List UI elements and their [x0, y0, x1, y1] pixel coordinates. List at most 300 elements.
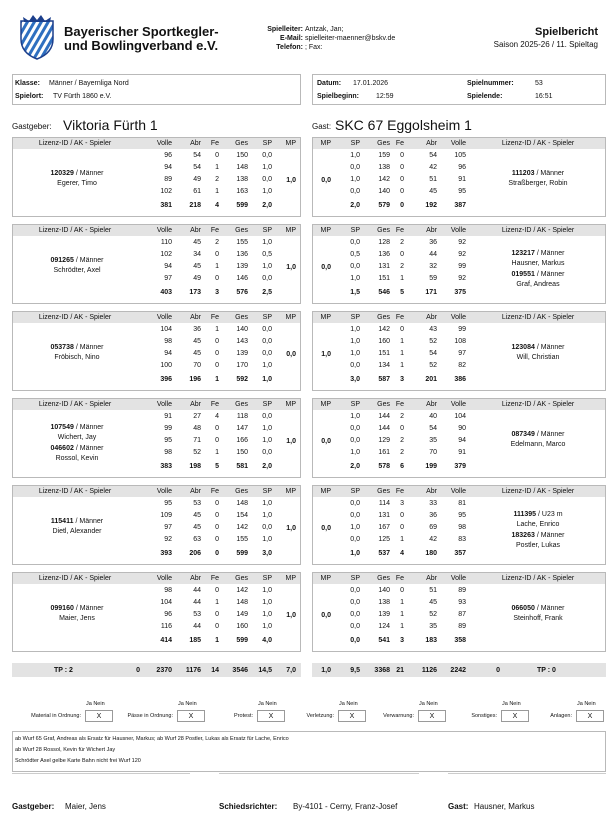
guest-age-class: / Männer: [536, 431, 565, 438]
home-throw-value: 148: [236, 500, 248, 507]
home-age-class: / Männer: [75, 445, 104, 452]
guest-age-class: / Männer: [536, 170, 565, 177]
home-player-total: 218: [189, 202, 201, 209]
guest-throw-value: 1,0: [350, 152, 360, 159]
home-player-total: 5: [215, 463, 219, 470]
email-label: E-Mail:: [280, 35, 303, 42]
home-throw-value: 0,5: [262, 251, 272, 258]
home-tp-value: 0: [136, 667, 140, 674]
home-player-license: [12, 424, 142, 431]
guest-throw-value: 0: [400, 251, 404, 258]
home-header-col-mp: MP: [285, 575, 296, 582]
guest-player-name: Edelmann, Marco: [510, 441, 566, 448]
home-throw-value: 95: [164, 437, 172, 444]
home-player-total: 1: [215, 376, 219, 383]
home-player-total: 383: [160, 463, 172, 470]
home-throw-value: 2: [215, 239, 219, 246]
home-header-col-abr: Abr: [190, 140, 201, 147]
home-throw-value: 94: [164, 164, 172, 171]
guest-header-col-abr: Abr: [426, 140, 437, 147]
home-player-total: 0: [215, 550, 219, 557]
home-throw-value: 104: [160, 326, 172, 333]
guest-throw-value: 1,0: [350, 275, 360, 282]
home-throw-value: 98: [164, 449, 172, 456]
home-header-col-sp: SP: [262, 575, 272, 582]
home-header-col-mp: MP: [285, 140, 296, 147]
guest-throw-value: 2: [400, 263, 404, 270]
guest-throw-value: 0: [400, 425, 404, 432]
home-player-name: Schrödter, Axel: [53, 267, 101, 274]
guest-player-total: 0,0: [350, 637, 360, 644]
guest-player-total: 375: [454, 289, 466, 296]
guest-throw-value: 104: [454, 413, 466, 420]
home-header-col-sp: SP: [262, 401, 272, 408]
check-label: Material in Ordnung:: [31, 713, 81, 719]
guest-throw-value: 125: [378, 536, 390, 543]
guest-player-name: Graf, Andreas: [516, 281, 560, 288]
home-header-col-fe: Fe: [210, 575, 219, 582]
home-header-col-abr: Abr: [190, 401, 201, 408]
home-throw-value: 45: [193, 338, 201, 345]
guest-throw-value: 87: [458, 611, 466, 618]
guest-throw-value: 0: [400, 164, 404, 171]
home-player-total: 393: [160, 550, 172, 557]
home-throw-value: 54: [193, 152, 201, 159]
home-throw-value: 1: [215, 449, 219, 456]
klasse-label: Klasse:: [15, 80, 40, 87]
guest-header-col-abr: Abr: [426, 488, 437, 495]
guest-header-col-ges: Ges: [377, 401, 390, 408]
guest-player-license: [470, 170, 606, 177]
guest-throw-value: 114: [378, 500, 390, 507]
guest-player-total: 0: [400, 202, 404, 209]
spielort-label: Spielort:: [15, 93, 44, 100]
guest-age-class: / Männer: [536, 250, 565, 257]
home-age-class: / Männer: [75, 518, 104, 525]
home-throw-value: 0: [215, 623, 219, 630]
home-player-total: 2,5: [262, 289, 272, 296]
guest-throw-value: 92: [458, 251, 466, 258]
guest-throw-value: 1,0: [350, 524, 360, 531]
home-throw-value: 0,0: [262, 338, 272, 345]
home-header-col-abr: Abr: [190, 314, 201, 321]
guest-throw-value: 140: [378, 587, 390, 594]
home-throw-value: 0: [215, 152, 219, 159]
home-grand-total: 2370: [156, 667, 172, 674]
guest-throw-value: 131: [378, 512, 390, 519]
guest-throw-value: 94: [458, 437, 466, 444]
guest-header-col-volle: Volle: [450, 314, 466, 321]
home-throw-value: 63: [193, 536, 201, 543]
home-throw-value: 154: [236, 512, 248, 519]
home-throw-value: 2: [215, 176, 219, 183]
guest-header-col-lizenz: Lizenz-ID / AK - Spieler: [501, 314, 575, 321]
guest-player-name: Straßberger, Robin: [508, 180, 568, 187]
home-throw-value: 4: [215, 413, 219, 420]
home-player-total: 3,0: [262, 550, 272, 557]
guest-player-license: [470, 250, 606, 257]
home-player-total: 196: [189, 376, 201, 383]
guest-throw-value: 36: [429, 239, 437, 246]
guest-throw-value: 0,0: [350, 437, 360, 444]
home-grand-total: 14,5: [258, 667, 272, 674]
guest-throw-value: 97: [458, 350, 466, 357]
home-header-col-ges: Ges: [235, 227, 248, 234]
home-header-col-ges: Ges: [235, 575, 248, 582]
ende-value: 16:51: [535, 93, 553, 100]
guest-player-total: 379: [454, 463, 466, 470]
home-header-col-fe: Fe: [210, 227, 219, 234]
guest-player-name: Lache, Enrico: [516, 521, 560, 528]
home-throw-value: 116: [160, 623, 172, 630]
nummer-value: 53: [535, 80, 543, 87]
guest-throw-value: 144: [378, 413, 390, 420]
home-throw-value: 139: [236, 350, 248, 357]
guest-label: Gast:: [312, 122, 332, 131]
guest-throw-value: 0: [400, 152, 404, 159]
guest-throw-value: 138: [378, 599, 390, 606]
home-header-col-fe: Fe: [210, 140, 219, 147]
guest-throw-value: 90: [458, 425, 466, 432]
home-throw-value: 0: [215, 437, 219, 444]
guest-grand-total: 21: [396, 667, 404, 674]
datum-value: 17.01.2026: [353, 80, 389, 87]
home-throw-value: 0: [215, 251, 219, 258]
guest-player-total: 6: [400, 463, 404, 470]
home-throw-value: 70: [193, 362, 201, 369]
guest-throw-value: 42: [429, 536, 437, 543]
guest-throw-value: 167: [378, 524, 390, 531]
leiter-label: Spielleiter:: [267, 26, 303, 33]
home-header-col-mp: MP: [285, 488, 296, 495]
guest-throw-value: 81: [458, 500, 466, 507]
check-mark: X: [587, 713, 593, 720]
guest-throw-value: 0,0: [350, 263, 360, 270]
home-header-col-abr: Abr: [190, 227, 201, 234]
home-throw-value: 1,0: [262, 512, 272, 519]
home-signature-line: [12, 773, 190, 774]
home-throw-value: 170: [236, 362, 248, 369]
guest-player-total: 5: [400, 289, 404, 296]
guest-throw-value: 136: [378, 251, 390, 258]
guest-grand-total: 1126: [421, 667, 437, 674]
check-ja-nein-header: Ja Nein: [86, 701, 105, 707]
guest-header-col-volle: Volle: [450, 575, 466, 582]
home-throw-value: 44: [193, 623, 201, 630]
guest-throw-value: 93: [458, 599, 466, 606]
home-throw-value: 97: [164, 524, 172, 531]
guest-age-class: / Männer: [536, 271, 565, 278]
home-throw-value: 0: [215, 611, 219, 618]
footer-guest-value: Hausner, Markus: [474, 802, 535, 811]
guest-throw-value: 1: [400, 275, 404, 282]
guest-throw-value: 92: [458, 275, 466, 282]
home-throw-value: 53: [193, 611, 201, 618]
home-throw-value: 0,0: [262, 350, 272, 357]
guest-throw-value: 138: [378, 164, 390, 171]
guest-throw-value: 0,0: [350, 611, 360, 618]
check-box[interactable]: [576, 710, 604, 722]
home-throw-value: 98: [164, 338, 172, 345]
guest-throw-value: 69: [429, 524, 437, 531]
home-throw-value: 142: [236, 587, 248, 594]
home-throw-value: 0,0: [262, 449, 272, 456]
guest-throw-value: 142: [378, 176, 390, 183]
guest-throw-value: 0,0: [350, 587, 360, 594]
home-throw-value: 94: [164, 350, 172, 357]
footer-ref-label: Schiedsrichter:: [219, 802, 278, 811]
guest-header-col-sp: SP: [350, 575, 360, 582]
match-time-box: [312, 74, 606, 105]
home-player-license: [12, 344, 142, 351]
guest-player-total: 358: [454, 637, 466, 644]
guest-throw-value: 140: [378, 188, 390, 195]
check-label: Pässe in Ordnung:: [127, 713, 173, 719]
guest-match-point: 1,0: [321, 351, 331, 358]
guest-throw-value: 82: [458, 362, 466, 369]
guest-age-class: / Männer: [536, 344, 565, 351]
home-player-total: 414: [160, 637, 172, 644]
guest-tp: TP : 0: [537, 667, 556, 674]
guest-match-point: 0,0: [321, 264, 331, 271]
check-label: Anlagen:: [550, 713, 572, 719]
home-header-col-lizenz: Lizenz-ID / AK - Spieler: [38, 227, 112, 234]
home-player-total: 599: [236, 637, 248, 644]
guest-throw-value: 32: [429, 263, 437, 270]
home-throw-value: 104: [160, 599, 172, 606]
home-throw-value: 160: [236, 623, 248, 630]
guest-player-name: Postler, Lukas: [516, 542, 560, 549]
guest-throw-value: 92: [458, 239, 466, 246]
guest-header-col-fe: Fe: [395, 227, 404, 234]
guest-throw-value: 0: [400, 524, 404, 531]
home-throw-value: 1,0: [262, 164, 272, 171]
home-throw-value: 143: [236, 338, 248, 345]
guest-age-class: / Männer: [536, 605, 565, 612]
home-header-col-volle: Volle: [156, 575, 172, 582]
home-player-license: [12, 445, 142, 452]
guest-header-col-volle: Volle: [450, 140, 466, 147]
home-license-id: 046602: [50, 445, 74, 452]
klasse-value: Männer / Bayernliga Nord: [49, 80, 129, 87]
home-header-col-sp: SP: [262, 314, 272, 321]
home-age-class: / Männer: [75, 170, 104, 177]
guest-throw-value: 1: [400, 599, 404, 606]
home-throw-value: 0: [215, 350, 219, 357]
guest-player-total: 3: [400, 637, 404, 644]
check-ja-nein-header: Ja Nein: [577, 701, 596, 707]
guest-header-col-lizenz: Lizenz-ID / AK - Spieler: [501, 227, 575, 234]
guest-player-total: 192: [425, 202, 437, 209]
guest-throw-value: 131: [378, 263, 390, 270]
guest-license-id: 111203: [511, 170, 535, 177]
home-player-total: 396: [160, 376, 172, 383]
guest-throw-value: 91: [458, 176, 466, 183]
season-info: Saison 2025-26 / 11. Spieltag: [493, 40, 598, 49]
home-throw-value: 1,0: [262, 500, 272, 507]
home-throw-value: 138: [236, 176, 248, 183]
guest-license-id: 123217: [511, 250, 535, 257]
home-throw-value: 0: [215, 425, 219, 432]
check-ja-nein-header: Ja Nein: [258, 701, 277, 707]
home-throw-value: 0: [215, 512, 219, 519]
guest-throw-value: 99: [458, 326, 466, 333]
home-player-license: [12, 170, 142, 177]
home-age-class: / Männer: [75, 344, 104, 351]
home-throw-value: 110: [160, 239, 172, 246]
home-header-col-mp: MP: [285, 227, 296, 234]
guest-throw-value: 33: [429, 500, 437, 507]
guest-throw-value: 89: [458, 587, 466, 594]
home-player-total: 1,0: [262, 376, 272, 383]
guest-player-total: 1,0: [350, 550, 360, 557]
home-throw-value: 52: [193, 449, 201, 456]
home-throw-value: 150: [236, 449, 248, 456]
guest-player-total: 386: [454, 376, 466, 383]
guest-header-col-fe: Fe: [395, 314, 404, 321]
home-throw-value: 147: [236, 425, 248, 432]
home-throw-value: 139: [236, 263, 248, 270]
guest-player-total: 180: [425, 550, 437, 557]
home-header-col-fe: Fe: [210, 488, 219, 495]
home-header-col-lizenz: Lizenz-ID / AK - Spieler: [38, 575, 112, 582]
org-name-line2: und Bowlingverband e.V.: [64, 38, 219, 53]
home-license-id: 053738: [50, 344, 74, 351]
ende-label: Spielende:: [467, 93, 503, 100]
home-throw-value: 0: [215, 587, 219, 594]
home-throw-value: 0,0: [262, 326, 272, 333]
check-ja-nein-header: Ja Nein: [178, 701, 197, 707]
guest-throw-value: 98: [458, 524, 466, 531]
home-header-col-lizenz: Lizenz-ID / AK - Spieler: [38, 488, 112, 495]
home-throw-value: 1: [215, 599, 219, 606]
guest-throw-value: 108: [454, 338, 466, 345]
home-header-col-abr: Abr: [190, 488, 201, 495]
beginn-value: 12:59: [376, 93, 394, 100]
spielort-value: TV Fürth 1860 e.V.: [53, 93, 112, 100]
guest-grand-total: 1,0: [321, 667, 331, 674]
home-throw-value: 44: [193, 599, 201, 606]
home-throw-value: 0,0: [262, 275, 272, 282]
guest-throw-value: 83: [458, 536, 466, 543]
check-ja-nein-header: Ja Nein: [419, 701, 438, 707]
guest-header-col-sp: SP: [350, 140, 360, 147]
footer-guest-label: Gast:: [448, 802, 469, 811]
home-throw-value: 0: [215, 500, 219, 507]
home-throw-value: 96: [164, 152, 172, 159]
guest-throw-value: 45: [429, 188, 437, 195]
guest-throw-value: 51: [429, 587, 437, 594]
guest-throw-value: 129: [378, 437, 390, 444]
guest-throw-value: 0,0: [350, 500, 360, 507]
guest-throw-value: 0,5: [350, 251, 360, 258]
guest-throw-value: 43: [429, 326, 437, 333]
guest-header-col-ges: Ges: [377, 314, 390, 321]
home-match-point: 1,0: [286, 177, 296, 184]
guest-match-point: 0,0: [321, 612, 331, 619]
guest-header-col-lizenz: Lizenz-ID / AK - Spieler: [501, 575, 575, 582]
guest-header-col-fe: Fe: [395, 401, 404, 408]
guest-grand-total: 2242: [450, 667, 466, 674]
guest-player-total: 2,0: [350, 202, 360, 209]
guest-license-id: 111395: [513, 511, 537, 518]
guest-throw-value: 142: [378, 326, 390, 333]
home-throw-value: 44: [193, 587, 201, 594]
home-throw-value: 53: [193, 500, 201, 507]
guest-header-col-mp: MP: [320, 575, 331, 582]
check-mark: X: [512, 713, 518, 720]
guest-grand-total: 3368: [374, 667, 390, 674]
home-throw-value: 98: [164, 587, 172, 594]
home-player-license: [12, 518, 142, 525]
guest-throw-value: 0,0: [350, 536, 360, 543]
home-grand-total: 3546: [232, 667, 248, 674]
guest-match-point: 0,0: [321, 177, 331, 184]
guest-player-total: 387: [454, 202, 466, 209]
guest-throw-value: 45: [429, 599, 437, 606]
home-throw-value: 94: [164, 263, 172, 270]
footer-home-label: Gastgeber:: [12, 802, 55, 811]
home-throw-value: 95: [164, 500, 172, 507]
guest-player-total: 3: [400, 376, 404, 383]
home-license-id: 091265: [50, 257, 74, 264]
home-throw-value: 1,0: [262, 362, 272, 369]
home-header-col-lizenz: Lizenz-ID / AK - Spieler: [38, 140, 112, 147]
home-player-total: 4,0: [262, 637, 272, 644]
home-throw-value: 92: [164, 536, 172, 543]
home-throw-value: 1,0: [262, 599, 272, 606]
home-player-total: 599: [236, 550, 248, 557]
home-match-point: 0,0: [286, 351, 296, 358]
guest-throw-value: 2: [400, 437, 404, 444]
guest-header-col-ges: Ges: [377, 488, 390, 495]
home-throw-value: 49: [193, 275, 201, 282]
home-player-total: 4: [215, 202, 219, 209]
home-player-total: 2,0: [262, 463, 272, 470]
guest-throw-value: 151: [378, 275, 390, 282]
guest-player-license: [470, 532, 606, 539]
home-header-col-abr: Abr: [190, 575, 201, 582]
home-player-total: 576: [236, 289, 248, 296]
home-header-col-lizenz: Lizenz-ID / AK - Spieler: [38, 401, 112, 408]
guest-throw-value: 1,0: [350, 413, 360, 420]
home-player-total: 3: [215, 289, 219, 296]
home-player-total: 403: [160, 289, 172, 296]
home-player-license: [12, 605, 142, 612]
guest-player-total: 171: [425, 289, 437, 296]
guest-header-col-abr: Abr: [426, 401, 437, 408]
home-throw-value: 166: [236, 437, 248, 444]
home-throw-value: 0: [215, 524, 219, 531]
home-throw-value: 1,0: [262, 239, 272, 246]
guest-header-col-fe: Fe: [395, 575, 404, 582]
guest-player-total: 201: [425, 376, 437, 383]
home-throw-value: 140: [236, 326, 248, 333]
home-header-col-volle: Volle: [156, 488, 172, 495]
telefon-label: Telefon:: [276, 44, 303, 51]
home-grand-total: 1176: [185, 667, 201, 674]
home-throw-value: 54: [193, 164, 201, 171]
home-throw-value: 48: [193, 425, 201, 432]
home-throw-value: 45: [193, 524, 201, 531]
home-throw-value: 89: [164, 176, 172, 183]
home-license-id: 107549: [50, 424, 74, 431]
guest-player-total: 183: [425, 637, 437, 644]
guest-player-total: 2,0: [350, 463, 360, 470]
home-throw-value: 136: [236, 251, 248, 258]
home-throw-value: 150: [236, 152, 248, 159]
guest-player-total: 3,0: [350, 376, 360, 383]
